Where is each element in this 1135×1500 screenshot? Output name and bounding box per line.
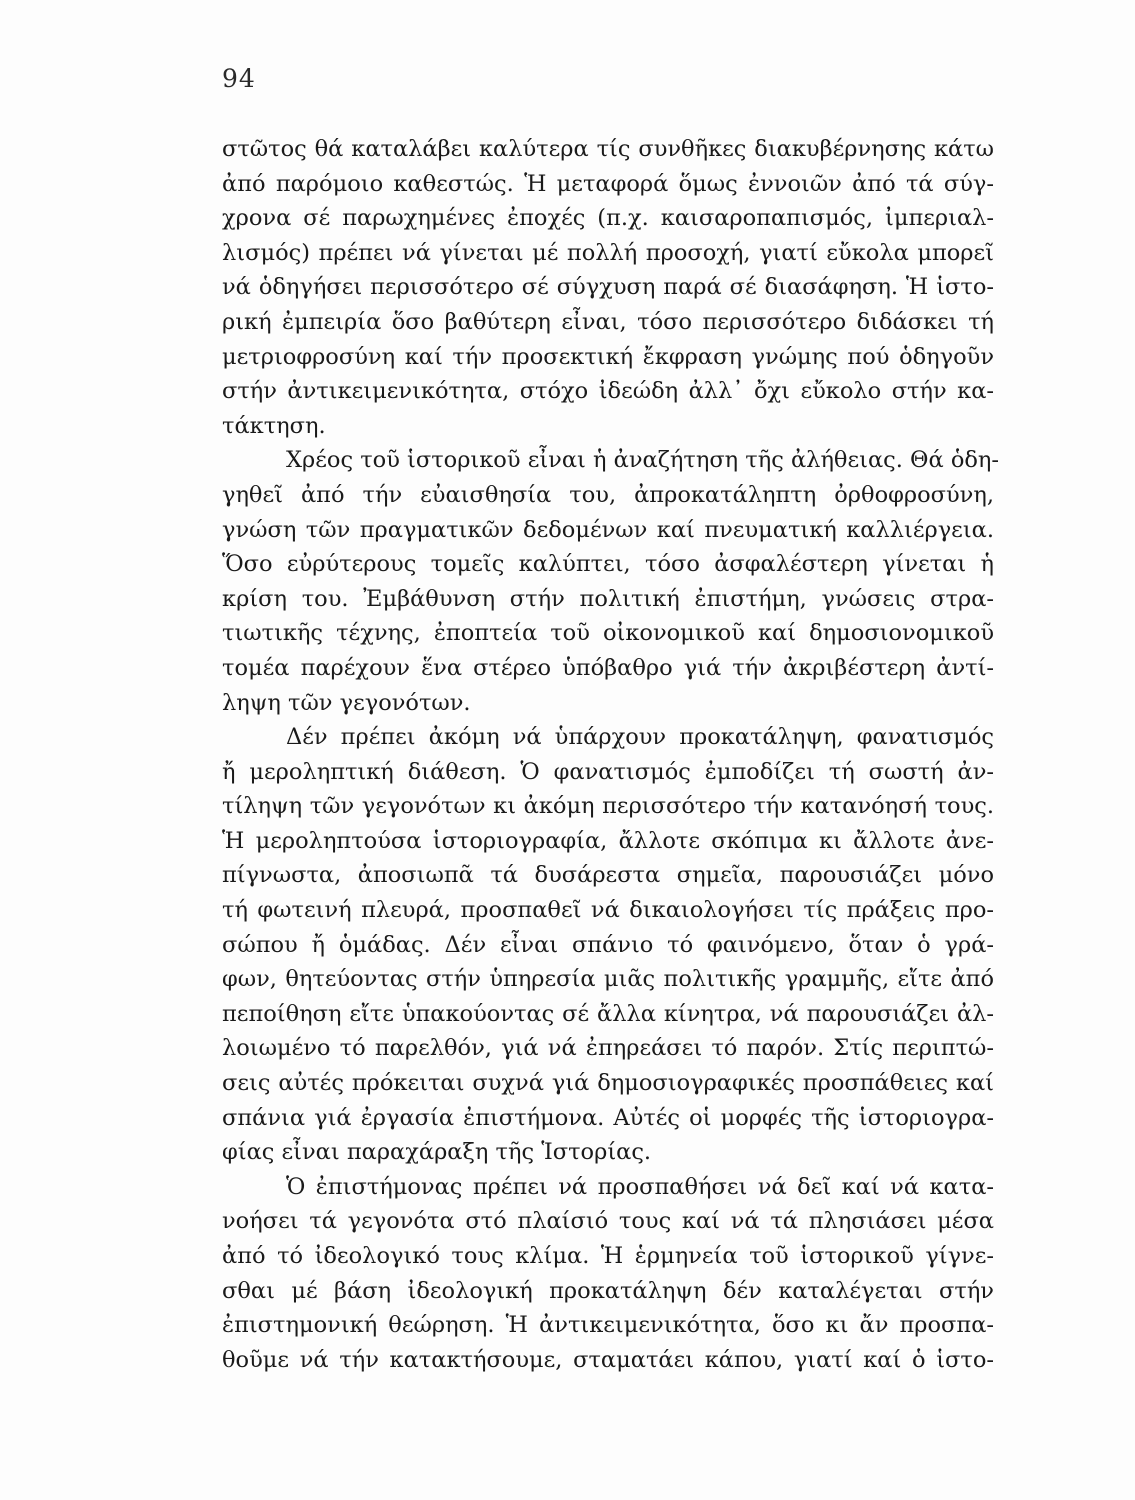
text-line: ρική ἐμπειρία ὅσο βαθύτερη εἶναι, τόσο περισσότερο διδάσκει τή: [222, 308, 994, 335]
text-line: Δέν πρέπει ἀκόμη νά ὑπάρχουν προκατάληψη, φανατισμός: [286, 724, 994, 751]
text-line: Χρέος τοῦ ἱστορικοῦ εἶναι ἡ ἀναζήτηση τῆς ἀλήθειας. Θά ὁδη-: [286, 447, 1000, 474]
text-line: χρονα σέ παρωχημένες ἐποχές (π.χ. καισαροπαπισμός, ἰμπεριαλ-: [222, 205, 994, 232]
text-line: ληψη τῶν γεγονότων.: [222, 689, 471, 716]
text-line: λισμός) πρέπει νά γίνεται μέ πολλή προσοχή, γιατί εὔκολα μπορεῖ: [222, 239, 994, 266]
text-line: σώπου ἤ ὁμάδας. Δέν εἶναι σπάνιο τό φαινόμενο, ὅταν ὁ γρά-: [222, 931, 994, 958]
text-line: λοιωμένο τό παρελθόν, γιά νά ἐπηρεάσει τό παρόν. Στίς περιπτώ-: [222, 1035, 994, 1062]
text-line: στῶτος θά καταλάβει καλύτερα τίς συνθῆκες διακυβέρνησης κάτω: [222, 136, 994, 162]
text-line: τιωτικῆς τέχνης, ἐποπτεία τοῦ οἰκονομικοῦ καί δημοσιονομικοῦ: [222, 620, 994, 647]
text-line: σπάνια γιά ἐργασία ἐπιστήμονα. Αὐτές οἱ μορφές τῆς ἱστοριογρα-: [222, 1104, 994, 1131]
text-line: γνώση τῶν πραγματικῶν δεδομένων καί πνευματική καλλιέργεια.: [222, 516, 994, 543]
text-line: πίγνωστα, ἀποσιωπᾶ τά δυσάρεστα σημεῖα, παρουσιάζει μόνο: [222, 862, 994, 889]
text-line: φων, θητεύοντας στήν ὑπηρεσία μιᾶς πολιτικῆς γραμμῆς, εἴτε ἀπό: [222, 966, 994, 993]
text-line: θοῦμε νά τήν κατακτήσουμε, σταματάει κάπου, γιατί καί ὁ ἱστο-: [222, 1346, 994, 1373]
text-line: ἀπό παρόμοιο καθεστώς. Ἡ μεταφορά ὅμως ἐννοιῶν ἀπό τά σύγ-: [222, 170, 994, 197]
text-line: ἐπιστημονική θεώρηση. Ἡ ἀντικειμενικότητα, ὅσο κι ἄν προσπα-: [222, 1312, 994, 1339]
text-line: τάκτηση.: [222, 412, 326, 439]
text-line: σθαι μέ βάση ἰδεολογική προκατάληψη δέν καταλέγεται στήν: [222, 1277, 994, 1304]
text-line: Ὅσο εὐρύτερους τομεῖς καλύπτει, τόσο ἀσφαλέστερη γίνεται ἡ: [222, 551, 994, 578]
text-line: φίας εἶναι παραχάραξη τῆς Ἱστορίας.: [222, 1139, 652, 1166]
text-line: νοήσει τά γεγονότα στό πλαίσιό τους καί νά τά πλησιάσει μέσα: [222, 1208, 994, 1235]
text-line: μετριοφροσύνη καί τήν προσεκτική ἔκφραση γνώμης πού ὁδηγοῦν: [222, 343, 994, 370]
text-line: τή φωτεινή πλευρά, προσπαθεῖ νά δικαιολογήσει τίς πράξεις προ-: [222, 897, 994, 924]
text-line: σεις αὐτές πρόκειται συχνά γιά δημοσιογραφικές προσπάθειες καί: [222, 1070, 994, 1097]
text-line: Ὁ ἐπιστήμονας πρέπει νά προσπαθήσει νά δεῖ καί νά κατα-: [286, 1173, 994, 1200]
text-line: στήν ἀντικειμενικότητα, στόχο ἰδεώδη ἀλλ᾿ ὄχι εὔκολο στήν κα-: [222, 378, 994, 405]
page-number: 94: [222, 64, 256, 93]
text-line: ἀπό τό ἰδεολογικό τους κλίμα. Ἡ ἑρμηνεία τοῦ ἱστορικοῦ γίγνε-: [222, 1243, 994, 1269]
text-line: ἤ μεροληπτική διάθεση. Ὁ φανατισμός ἐμποδίζει τή σωστή ἀν-: [222, 758, 994, 785]
text-line: γηθεῖ ἀπό τήν εὐαισθησία του, ἀπροκατάληπτη ὀρθοφροσύνη,: [222, 481, 994, 508]
body-text: [222, 132, 1000, 1377]
text-line: κρίση του. Ἐμβάθυνση στήν πολιτική ἐπιστήμη, γνώσεις στρα-: [222, 585, 994, 612]
text-line: Ἡ μεροληπτούσα ἱστοριογραφία, ἄλλοτε σκόπιμα κι ἄλλοτε ἀνε-: [222, 827, 994, 854]
text-line: νά ὁδηγήσει περισσότερο σέ σύγχυση παρά σέ διασάφηση. Ἡ ἱστο-: [222, 274, 994, 301]
text-line: τομέα παρέχουν ἕνα στέρεο ὑπόβαθρο γιά τήν ἀκριβέστερη ἀντί-: [222, 654, 994, 681]
text-line: πεποίθηση εἴτε ὑπακούοντας σέ ἄλλα κίνητρα, νά παρουσιάζει ἀλ-: [222, 1000, 994, 1027]
text-line: τίληψη τῶν γεγονότων κι ἀκόμη περισσότερο τήν κατανόησή τους.: [222, 793, 994, 820]
